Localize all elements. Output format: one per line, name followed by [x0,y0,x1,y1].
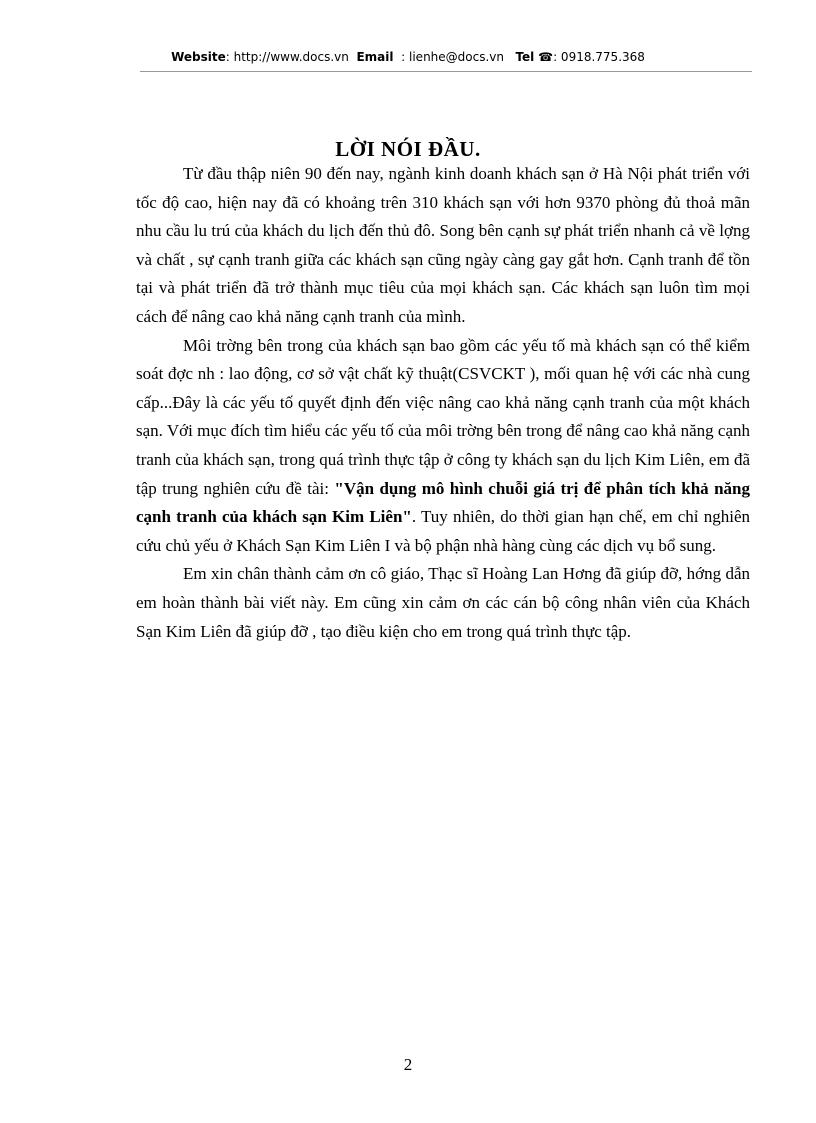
header-divider [140,71,752,72]
website-label: Website [171,50,226,64]
paragraph-2-text-after: . Tuy nhiên, do thời gian hạn chế, em chỉ nghiên cứu chủ yếu ở Khách Sạn Kim Liên I và bộ phận nhà hàng cùng các dịch vụ bổ sung. [136,507,750,555]
tel-label: Tel [515,50,535,64]
email-label: Email [356,50,394,64]
paragraph-2-text-before: Môi trờng bên trong của khách sạn bao gồm các yếu tố mà khách sạn có thể kiểm soát đợc nh : lao động, cơ sở vật chất kỹ thuật(CSVCKT ), mối quan hệ với các nhà cung cấp...Đây là các yếu tố quyết định đến việc nâng cao khả năng cạnh tranh của một khách sạn. Với mục đích tìm hiểu các yếu tố của môi trờng bên trong để nâng cao khả năng cạnh tranh của khách sạn, trong quá trình thực tập ở công ty khách sạn du lịch Kim Liên, em đã tập trung nghiên cứu đề tài: [136,335,750,498]
website-value: : http://www.docs.vn [225,50,349,64]
page-title: LỜI NÓI ĐẦU. [335,137,481,161]
paragraph-2 [136,332,750,561]
telephone-icon: ☎ [538,50,554,64]
page-number: 2 [403,1055,413,1074]
paragraph-3: Em xin chân thành cảm ơn cô giáo, Thạc sĩ Hoàng Lan Hơng đã giúp đỡ, hớng dẫn em hoàn thành bài viết này. Em cũng xin cảm ơn các cán bộ công nhân viên của Khách Sạn Kim Liên đã giúp đỡ , tạo điều kiện cho em trong quá trình thực tập. [136,564,750,641]
tel-value: : 0918.775.368 [553,50,645,64]
paragraph-1: Từ đầu thập niên 90 đến nay, ngành kinh doanh khách sạn ở Hà Nội phát triển với tốc độ cao, hiện nay đã có khoảng trên 310 khách sạn với hơn 9370 phòng đủ thoả mãn nhu cầu lu trú của khách du lịch đến thủ đô. Song bên cạnh sự phát triển nhanh cả về lợng và chất , sự cạnh tranh giữa các khách sạn cũng ngày càng gay gắt hơn. Cạnh tranh để tồn tại và phát triển đã trở thành mục tiêu của mọi khách sạn. Các khách sạn luôn tìm mọi cách để nâng cao khả năng cạnh tranh của mình. [136,164,750,326]
thesis-title: "Vận dụng mô hình chuỗi giá trị để phân tích khả năng cạnh tranh của khách sạn Kim Liên" [136,478,750,527]
document-body [136,160,750,646]
email-value: : lienhe@docs.vn [401,50,504,64]
page-header [0,50,816,64]
